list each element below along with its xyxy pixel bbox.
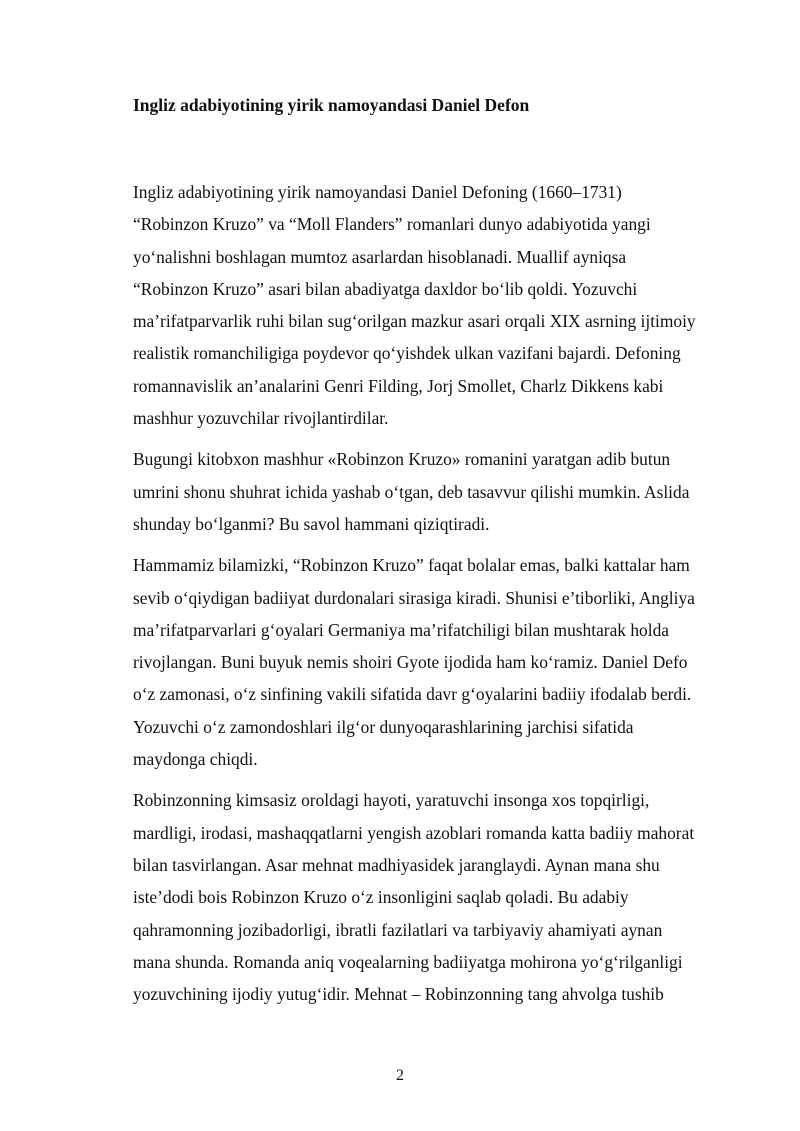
text-line: mashhur yozuvchilar rivojlantirdilar. <box>133 408 389 429</box>
paragraph <box>133 784 743 1010</box>
text-line: Hammamiz bilamizki, “Robinzon Kruzo” faqat bolalar emas, balki kattalar ham <box>133 555 690 576</box>
paragraph <box>133 549 743 775</box>
text-line: “Robinzon Kruzo” va “Moll Flanders” romanlari dunyo adabiyotida yangi <box>133 214 651 235</box>
text-line: o‘z zamonasi, o‘z sinfining vakili sifatida davr g‘oyalarini badiiy ifodalab berdi. <box>133 684 692 705</box>
text-line: mana shunda. Romanda aniq voqealarning badiiyatga mohirona yo‘g‘rilganligi <box>133 951 683 972</box>
text-line: yo‘nalishni boshlagan mumtoz asarlardan hisoblanadi. Muallif ayniqsa <box>133 246 627 267</box>
text-line: Yozuvchi o‘z zamondoshlari ilg‘or dunyoqarashlarining jarchisi sifatida <box>133 716 634 737</box>
text-line: umrini shonu shuhrat ichida yashab o‘tgan, deb tasavvur qilishi mumkin. Aslida <box>133 481 690 502</box>
text-line: maydonga chiqdi. <box>133 749 258 770</box>
text-line: iste’dodi bois Robinzon Kruzo o‘z insonligini saqlab qoladi. Bu adabiy <box>133 887 629 908</box>
document-title: Ingliz adabiyotining yirik namoyandasi Daniel Defon <box>133 95 530 115</box>
page-number: 2 <box>396 1067 404 1084</box>
text-line: rivojlangan. Buni buyuk nemis shoiri Gyote ijodida ham ko‘ramiz. Daniel Defo <box>133 652 688 673</box>
paragraph <box>133 443 743 540</box>
text-line: bilan tasvirlangan. Asar mehnat madhiyasidek jaranglaydi. Aynan mana shu <box>133 854 660 875</box>
text-line: ma’rifatparvarlik ruhi bilan sug‘orilgan mazkur asari orqali XIX asrning ijtimoiy <box>133 311 696 332</box>
text-line: yozuvchining ijodiy yutug‘idir. Mehnat – Robinzonning tang ahvolga tushib <box>133 984 664 1005</box>
text-line: sevib o‘qiydigan badiiyat durdonalari sirasiga kiradi. Shunisi e’tiborliki, Angliya <box>133 587 695 608</box>
document-body <box>133 176 743 1019</box>
text-line: shunday bo‘lganmi? Bu savol hammani qiziqtiradi. <box>133 513 490 534</box>
text-line: Bugungi kitobxon mashhur «Robinzon Kruzo» romanini yaratgan adib butun <box>133 449 671 470</box>
text-line: qahramonning jozibadorligi, ibratli fazilatlari va tarbiyaviy ahamiyati aynan <box>133 919 663 940</box>
text-line: mardligi, irodasi, mashaqqatlarni yengish azoblari romanda katta badiiy mahorat <box>133 822 695 843</box>
text-line: realistik romanchiligiga poydevor qo‘yishdek ulkan vazifani bajardi. Defoning <box>133 343 681 364</box>
text-line: romannavislik an’analarini Genri Filding, Jorj Smollet, Charlz Dikkens kabi <box>133 375 664 396</box>
paragraph <box>133 176 743 434</box>
text-line: ma’rifatparvarlari g‘oyalari Germaniya ma’rifatchiligi bilan mushtarak holda <box>133 619 669 640</box>
text-line: Ingliz adabiyotining yirik namoyandasi Daniel Defoning (1660–1731) <box>133 182 622 202</box>
text-line: Robinzonning kimsasiz oroldagi hayoti, yaratuvchi insonga xos topqirligi, <box>133 790 650 811</box>
text-line: “Robinzon Kruzo” asari bilan abadiyatga daxldor bo‘lib qoldi. Yozuvchi <box>133 278 638 299</box>
